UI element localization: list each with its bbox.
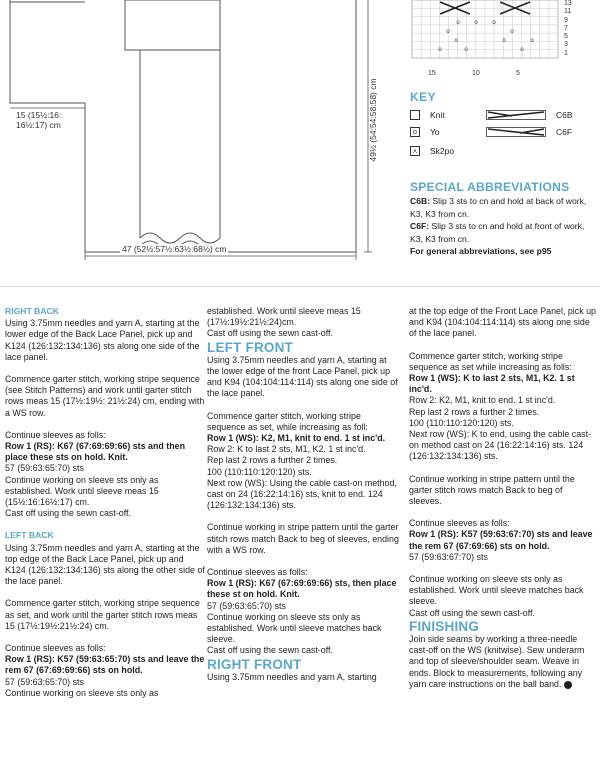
paragraph: Continue sleeves as folls: Row 1 (RS): K67 (67:69:69:66) sts and then place these sts on hold. Knit. 57 (59:63:65:70) sts Continue working on sleeve sts only as established. Work until sleeve meas 15 (15½:16:16½:17) cm. Cast off using the sewn cast-off. (5, 429, 186, 519)
svg-text:o: o (530, 38, 534, 44)
row-number: 3 (564, 41, 568, 49)
column-1 (5, 306, 205, 710)
divider (0, 286, 600, 287)
paragraph: Using 3.75mm needles and yarn A, starting (207, 671, 377, 682)
paragraph: Continue working in stripe pattern until the garter stitch rows match Back to beg of sleeves. (409, 473, 575, 507)
sleeve-width-label: 15 (15½:16: 16½:17) cm (16, 110, 62, 130)
svg-text:o: o (438, 47, 442, 53)
row-number: 11 (564, 8, 572, 16)
abbreviations-title: SPECIAL ABBREVIATIONS (410, 180, 570, 194)
row-number: 7 (564, 24, 568, 32)
yo-symbol-icon: o (410, 127, 420, 137)
stitch-number: 15 (428, 70, 436, 77)
end-mark-icon (564, 681, 572, 689)
row-number: 9 (564, 16, 568, 24)
svg-text:o: o (456, 20, 460, 26)
svg-text:o: o (474, 20, 478, 26)
paragraph: Using 3.75mm needles and yarn A, starting at the lower edge of the front Lace Panel, pick up and K94 (104:104:114:114) sts along one side of the lace panel. (207, 354, 398, 399)
key-item-c6f: C6F (486, 127, 572, 137)
row-number: 5 (564, 33, 568, 41)
svg-text:o: o (520, 47, 524, 53)
abbreviations-list (410, 195, 595, 258)
svg-text:o: o (502, 38, 506, 44)
paragraph: established. Work until sleeve meas 15 (17½:19½:21½:24)cm. Cast off using the sewn cast-off. (207, 306, 361, 339)
paragraph: Join side seams by working a three-needle cast-off on the WS (knitwise). Sew underarm and top of sleeve/shoulder seam. Weave in ends. Block to measurements, following any yarn care instructions on the ball band. (409, 634, 585, 689)
left-back-heading: LEFT BACK (5, 530, 54, 541)
key-item-knit: Knit (410, 110, 445, 120)
paragraph: Commence garter stitch, working stripe sequence (see Stitch Patterns) and work until garter stitch rows meas 15 (17½:19½: 21½:24) cm, ending with a WS row. (5, 374, 205, 418)
paragraph: Using 3.75mm needles and yarn A, starting at the top edge of the Back Lace Panel, pick up and K124 (126:132:134:136) sts along the other side of the lace panel. (5, 542, 205, 587)
paragraph: Using 3.75mm needles and yarn A, starting at the lower edge of the Back Lace Panel, pick up and K124 (126:132:134:136) sts along one side of the lace panel. (5, 318, 200, 362)
row-number: 13 (564, 0, 572, 7)
svg-text:o: o (464, 47, 468, 53)
paragraph: Continue working on sleeve sts only as established. Work until sleeve matches back sleeve. Cast off using the sewn cast-off. (409, 574, 584, 618)
left-front-heading: LEFT FRONT (207, 339, 293, 355)
svg-text:o: o (492, 20, 496, 26)
finishing-heading: FINISHING (409, 618, 480, 634)
key-item-sk2po: ⋏ Sk2po (410, 146, 454, 156)
column-3 (409, 306, 597, 701)
svg-text:o: o (446, 29, 450, 35)
right-front-heading: RIGHT FRONT (207, 656, 302, 672)
svg-text:o: o (454, 38, 458, 44)
stitch-number: 5 (516, 70, 520, 77)
garment-schematic (0, 0, 400, 262)
lace-chart (410, 0, 560, 60)
chart-row-numbers (564, 0, 580, 58)
abbr-c6b: C6B: Slip 3 sts to cn and hold at back of work, K3, K3 from cn. (410, 196, 587, 219)
paragraph: Continue sleeves as folls: Row 1 (RS): K67 (67:69:69:66) sts, then place these st on hold. Knit. 57 (59:63:65:70) sts Continue working on sleeve sts only as established. Work until sleeve matches back sleeve. Cast off using the sewn cast-off. (207, 567, 397, 656)
paragraph: Continue sleeves as folls: Row 1 (RS): K57 (59:63:65:70) sts and leave the rem 67 (67:69:69:66) sts on hold. 57 (59:63:65:70) sts Continue working on sleeve sts only as (5, 643, 205, 698)
paragraph: Continue working in stripe pattern until the garter stitch rows match Back to beg of sleeves, ending with a WS row. (207, 522, 399, 555)
key-item-yo: o Yo (410, 127, 440, 137)
key-title: KEY (410, 90, 437, 104)
paragraph: Commence garter stitch, working stripe sequence as set, and work until the garter stitch rows meas 15 (17½:19½:21½:24) cm. (5, 598, 200, 631)
length-label: 49½ (54:54:58:58) cm (368, 78, 378, 162)
paragraph: at the top edge of the Front Lace Panel, pick up and K94 (104:104:114:114) sts along one side of the lace panel. (409, 306, 596, 339)
right-back-heading: RIGHT BACK (5, 306, 59, 316)
abbr-general: For general abbreviations, see p95 (410, 246, 552, 256)
bottom-width-label: 47 (52½:57½:63½:68½) cm (122, 244, 227, 254)
abbr-c6f: C6F: Slip 3 sts to cn and hold at front of work, K3, K3 from cn. (410, 221, 585, 244)
c6b-symbol-icon (486, 110, 546, 120)
stitch-number: 10 (472, 70, 480, 77)
svg-text:o: o (510, 29, 514, 35)
row-number: 1 (564, 49, 568, 57)
column-2 (207, 306, 399, 694)
key-item-c6b: C6B (486, 110, 573, 120)
knit-symbol-icon (410, 110, 420, 120)
paragraph: Commence garter stitch, working stripe sequence as set, while increasing as foll: Row 1 (WS): K2, M1, knit to end. 1 st inc'd. Row 2: K to last 2 sts, M1, K2. 1 st inc'd. Rep last 2 rows a further 2 times. 100 (110:110:120:120) sts. Next row (WS): Using the cable cast-on method, cast on 24 (16:22:14:16) sts, knit to end. 124 (126:132:134:136) sts. (207, 410, 397, 511)
sk2po-symbol-icon: ⋏ (410, 146, 420, 156)
paragraph: Commence garter stitch, working stripe sequence as set while increasing as folls: Row 1 (WS): K to last 2 sts, M1, K2. 1 st inc'd. Row 2: K2, M1, knit to end. 1 st inc'd. Rep last 2 rows a further 2 times. 100 (110:110:120:120) sts. Next row (WS): K to end, using the cable cast-on method cast on 24 (16:22:14:16) sts. 124 (126:132:134:136) sts. (409, 350, 592, 462)
paragraph: Continue sleeves as folls: Row 1 (RS): K57 (59:63:67:70) sts and leave the rem 67 (67:69:66) sts on hold. 57 (59:63:67:70) sts (409, 518, 593, 562)
c6f-symbol-icon (486, 127, 546, 137)
